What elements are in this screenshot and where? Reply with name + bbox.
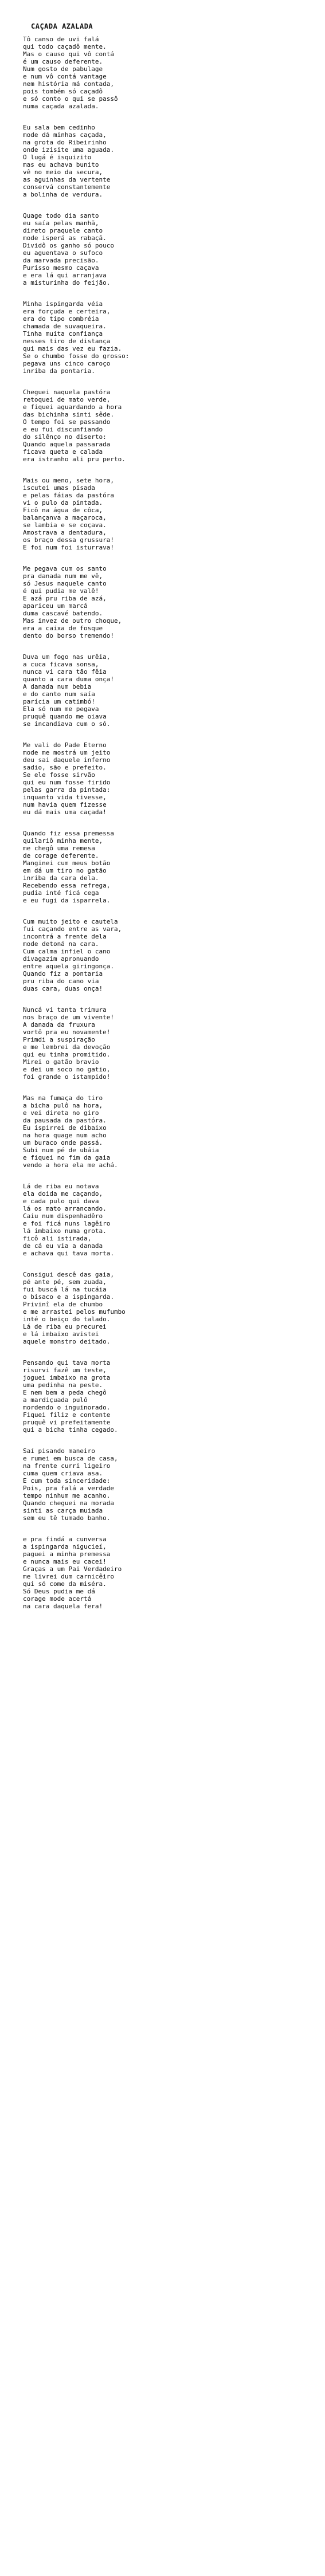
- verse-line: Ficô na água de côca,: [23, 506, 103, 514]
- verse-line: nem história má contada,: [23, 80, 114, 88]
- verse-line: Mas na fumaça do tiro: [23, 1094, 103, 1102]
- verse-line: se incandiava cum o só.: [23, 720, 111, 728]
- verse-line: Duva um fogo nas urêia,: [23, 653, 111, 661]
- verse-line: Quando aquela passarada: [23, 441, 111, 448]
- verse-line: ficô ali istirada,: [23, 1235, 92, 1242]
- verse-line: qui só come da miséra.: [23, 1580, 107, 1588]
- verse-line: Dividô os ganho só pouco: [23, 242, 114, 249]
- verse-line: inté o beiço do talado.: [23, 1316, 111, 1323]
- verse-line: duma cascavé batendo.: [23, 610, 103, 617]
- stanza: [23, 565, 310, 639]
- verse-line: qui a bicha tinha cegado.: [23, 1426, 118, 1434]
- verse-line: mordendo o inguinorado.: [23, 1404, 111, 1411]
- verse-line: E cum toda sinceridade:: [23, 1477, 111, 1485]
- verse-line: um buraco onde passá.: [23, 1139, 103, 1146]
- verse-line: Me pegava cum os santo: [23, 565, 107, 572]
- verse-line: Me vali do Pade Eterno: [23, 741, 107, 749]
- verse-line: Eu sala bem cedinho: [23, 124, 95, 131]
- verse-line: a ispingarda nigucieí,: [23, 1543, 107, 1550]
- stanza: [23, 1094, 310, 1169]
- verse-line: Quage todo dia santo: [23, 212, 99, 219]
- verse-line: E foi num foi isturrava!: [23, 544, 114, 551]
- verse-line: ela doida me caçando,: [23, 1190, 103, 1197]
- verse-line: parícia um catimbó!: [23, 698, 95, 705]
- verse-line: da pausada da pastóra.: [23, 1117, 107, 1124]
- verse-line: Fiquei filiz e contente: [23, 1411, 111, 1419]
- verse-line: Subi num pé de ubáia: [23, 1146, 99, 1154]
- verse-line: a cuca ficava sonsa,: [23, 661, 99, 668]
- verse-line: iscutei umas pisada: [23, 484, 95, 492]
- verse-line: as aguinhas da vertente: [23, 176, 111, 183]
- verse-line: Eu ispirrei de dibaixo: [23, 1124, 107, 1132]
- verse-line: Mas invez de outro choque,: [23, 617, 122, 625]
- verse-line: pé ante pé, sem zuada,: [23, 1278, 107, 1286]
- verse-line: sem eu tê tumado banho.: [23, 1514, 111, 1522]
- verse-line: se lambia e se coçava.: [23, 521, 107, 529]
- verse-line: é qui pudia me valê!: [23, 587, 99, 595]
- verse-line: Graças a um Pai Verdadeiro: [23, 1565, 122, 1573]
- verse-line: pelas garra da pintada:: [23, 786, 111, 794]
- verse-line: e eu fugi da isparrela.: [23, 897, 111, 904]
- verse-line: mode dá minhas caçada,: [23, 131, 107, 139]
- stanza: [23, 300, 310, 375]
- verse-line: na cara daquela fera!: [23, 1603, 103, 1610]
- verse-line: qui eu tinha promitido.: [23, 1051, 111, 1058]
- verse-line: Cheguei naquela pastóra: [23, 388, 111, 396]
- verse-line: da marvada precisão.: [23, 257, 99, 264]
- verse-line: Recebendo essa refrega,: [23, 882, 111, 889]
- verse-line: e cada pulo qui dava: [23, 1197, 99, 1205]
- verse-line: Lá de riba eu precurei: [23, 1323, 107, 1330]
- poem-title: CAÇADA AZALADA: [31, 22, 93, 30]
- verse-line: pegava uns cinco caroço: [23, 360, 111, 367]
- verse-line: fui buscá lá na tucáia: [23, 1286, 107, 1293]
- verse-line: aquele monstro deitado.: [23, 1338, 111, 1345]
- verse-line: joguei imbaixo na grota: [23, 1374, 111, 1381]
- verse-line: do silênço no diserto:: [23, 433, 107, 441]
- stanza: [23, 830, 310, 904]
- verse-line: e fiquei aguardando a hora: [23, 403, 122, 411]
- verse-line: Manginei cum meus botão: [23, 859, 111, 867]
- verse-line: era do tipo combréia: [23, 315, 99, 323]
- stanza: [23, 36, 310, 110]
- verse-line: risurvi fazê um teste,: [23, 1366, 107, 1374]
- verse-line: vortô pra eu novamente!: [23, 1028, 111, 1036]
- verse-line: fui caçando entre as vara,: [23, 925, 122, 933]
- verse-line: lá os mato arrancando.: [23, 1205, 107, 1212]
- verse-line: inriba da pontaria.: [23, 367, 95, 375]
- verse-line: sadio, são e prefeito.: [23, 764, 107, 771]
- verse-line: A danada da fruxura: [23, 1021, 95, 1028]
- verse-line: inquanto vida tivesse,: [23, 794, 107, 801]
- verse-line: Mirei o gatão bravio: [23, 1058, 99, 1066]
- verse-line: incontrá a frente dela: [23, 933, 107, 940]
- verse-line: chamada de suvaqueira.: [23, 323, 107, 330]
- verse-line: retoquei de mato verde,: [23, 396, 111, 403]
- verse-line: dento do borso tremendo!: [23, 632, 114, 639]
- verse-line: corage mode acertá: [23, 1595, 92, 1603]
- stanza: [23, 1536, 310, 1610]
- verse-line: e rumei em busca de casa,: [23, 1455, 118, 1462]
- verse-line: e num vô contá vantage: [23, 73, 107, 80]
- verse-line: e lá imbaixo avistei: [23, 1330, 99, 1338]
- verse-line: era forçuda e certeira,: [23, 308, 111, 315]
- verse-line: E azá pru riba de azá,: [23, 595, 107, 602]
- verse-line: nunca vi cara tão fêia: [23, 668, 107, 676]
- verse-line: balançanva a maçaroca,: [23, 514, 107, 521]
- stanza: [23, 653, 310, 728]
- verse-line: Cum muito jeito e cautela: [23, 918, 118, 925]
- verse-line: pruquê vi prefeitamente: [23, 1419, 111, 1426]
- verse-line: e só conto o qui se passô: [23, 95, 118, 103]
- verse-line: de corage deferente.: [23, 852, 99, 859]
- verse-line: divagazim apronuando: [23, 955, 99, 963]
- verse-line: me livrei dum carnicêiro: [23, 1573, 114, 1580]
- verse-line: eu dá mais uma caçada!: [23, 808, 107, 816]
- verse-line: quilariô minha mente,: [23, 837, 103, 845]
- verse-line: num havia quem fizesse: [23, 801, 107, 808]
- verse-line: pudia inté ficá cega: [23, 889, 99, 897]
- verse-line: paguei a minha premessa: [23, 1550, 111, 1558]
- verse-line: e pelas fáias da pastóra: [23, 492, 114, 499]
- stanza: [23, 1006, 310, 1081]
- verse-line: nesses tiro de distança: [23, 337, 111, 345]
- stanza: [23, 1183, 310, 1257]
- verse-line: Saí pisando maneiro: [23, 1447, 95, 1455]
- verse-line: qui eu num fosse firido: [23, 779, 111, 786]
- verse-line: ficava queta e calada: [23, 448, 103, 455]
- verse-line: a bolinha de verdura.: [23, 191, 103, 198]
- verse-line: tempo ninhum me acanho.: [23, 1492, 111, 1499]
- verse-line: vê no meio da secura,: [23, 168, 103, 176]
- verse-line: a mardiçuada pulô: [23, 1396, 88, 1404]
- stanza: [23, 477, 310, 551]
- verse-line: Quando fiz essa premessa: [23, 830, 114, 837]
- verse-line: duas cara, duas onça!: [23, 985, 103, 992]
- verse-line: lá imbaixo numa grota.: [23, 1227, 107, 1235]
- verse-line: só Jesus naquele canto: [23, 580, 107, 587]
- verse-line: e do canto num saía: [23, 690, 95, 698]
- verse-line: e eu fui discunfiando: [23, 426, 103, 433]
- verse-line: onde izisite uma aguada.: [23, 146, 114, 154]
- verse-line: Amostrava a dentadura,: [23, 529, 107, 536]
- verse-line: Mais ou meno, sete hora,: [23, 477, 114, 484]
- stanza: [23, 124, 310, 198]
- stanza: [23, 741, 310, 816]
- verse-line: Pensando qui tava morta: [23, 1359, 111, 1366]
- verse-line: Caiu num dispenhadêro: [23, 1212, 103, 1220]
- verse-line: direto praquele canto: [23, 227, 103, 234]
- verse-line: sinti as carça muiada: [23, 1507, 103, 1514]
- verse-line: Quando cheguei na morada: [23, 1499, 114, 1507]
- verse-line: Ela só num me pegava: [23, 705, 99, 713]
- verse-line: apariceu um marcá: [23, 602, 88, 610]
- verse-line: mode me mostrá um jeito: [23, 749, 111, 756]
- verse-line: pru riba do cano via: [23, 977, 99, 985]
- verse-line: e vei direta no giro: [23, 1109, 99, 1117]
- verse-line: Lá de riba eu notava: [23, 1183, 99, 1190]
- verse-line: mode isperá as rabaçã.: [23, 234, 107, 242]
- verse-line: E nem bem a peda chegô: [23, 1389, 107, 1396]
- verse-line: Tinha muita confiança: [23, 330, 103, 337]
- stanza: [23, 1359, 310, 1434]
- stanza: [23, 212, 310, 286]
- verse-line: na frente curri ligeiro: [23, 1462, 111, 1470]
- verse-line: e achava qui tava morta.: [23, 1250, 114, 1257]
- verse-line: é um causo deferente.: [23, 58, 103, 65]
- verse-line: e foi ficá nuns lagêiro: [23, 1220, 111, 1227]
- verse-line: de cá eu via a danada: [23, 1242, 103, 1250]
- stanza: [23, 388, 310, 463]
- verse-line: me chegô uma remesa: [23, 845, 95, 852]
- verse-line: e pra findá a cunversa: [23, 1536, 107, 1543]
- verse-line: foi grande o istampido!: [23, 1073, 111, 1081]
- verse-line: eu aguentava o sufoco: [23, 249, 103, 257]
- verse-line: Consigui descê das gaia,: [23, 1271, 114, 1278]
- verse-line: Minha ispingarda véia: [23, 300, 103, 308]
- verse-line: Se ele fosse sirvão: [23, 771, 95, 779]
- verse-line: e era lá qui arranjava: [23, 272, 107, 279]
- verse-line: e me lembrei da devoção: [23, 1043, 111, 1051]
- verse-line: e fiquei no fim da gaia: [23, 1154, 111, 1161]
- verse-line: qui todo caçadô mente.: [23, 43, 107, 50]
- verse-line: Nuncá vi tanta trimura: [23, 1006, 107, 1014]
- stanza: [23, 1271, 310, 1345]
- verse-line: nos braço de um vivente!: [23, 1014, 114, 1021]
- verse-line: na hora quage num acho: [23, 1132, 107, 1139]
- verse-line: numa caçada azalada.: [23, 103, 99, 110]
- poem-body: [23, 36, 310, 1624]
- verse-line: Privinî ela de chumbo: [23, 1301, 103, 1308]
- verse-line: Mas o causo qui vô contá: [23, 50, 114, 58]
- verse-line: e me arrastei pelos mufumbo: [23, 1308, 126, 1316]
- stanza: [23, 1447, 310, 1522]
- verse-line: qui mais das vez eu fazia.: [23, 345, 122, 352]
- verse-line: era a caixa de fosque: [23, 625, 103, 632]
- stanza: [23, 918, 310, 992]
- verse-line: a bicha pulô na hora,: [23, 1102, 103, 1109]
- verse-line: o bisaco e a ispingarda.: [23, 1293, 114, 1301]
- verse-line: Pois, pra falá a verdade: [23, 1485, 114, 1492]
- verse-line: O tempo foi se passando: [23, 418, 111, 426]
- verse-line: pra danada num me vê,: [23, 572, 103, 580]
- verse-line: Primdi a suspiração: [23, 1036, 95, 1043]
- verse-line: cuma quem criava asa.: [23, 1470, 103, 1477]
- verse-line: A danada num bebia: [23, 683, 92, 690]
- verse-line: na grota do Ribeirinho: [23, 139, 107, 146]
- verse-line: das bichinha sinti sêde.: [23, 411, 114, 418]
- verse-line: e nunca mais eu cacei!: [23, 1558, 107, 1565]
- verse-line: inriba da cara dela.: [23, 874, 99, 882]
- verse-line: uma pedinha na peste.: [23, 1381, 103, 1389]
- verse-line: quanto a cara duma onça!: [23, 676, 114, 683]
- verse-line: mas eu achava bunito: [23, 161, 99, 168]
- verse-line: O lugá é isquizito: [23, 154, 92, 161]
- verse-line: Só Deus pudia me dá: [23, 1588, 95, 1595]
- verse-line: Quando fiz a pontaria: [23, 970, 103, 977]
- verse-line: a misturinha do feijão.: [23, 279, 111, 286]
- verse-line: Cum calma infiel o cano: [23, 948, 111, 955]
- verse-line: eu saía pelas manhã,: [23, 219, 99, 227]
- verse-line: mode detoná na cara.: [23, 940, 99, 948]
- verse-line: em dá um tiro no gatão: [23, 867, 107, 874]
- verse-line: vendo a hora ela me achá.: [23, 1161, 118, 1169]
- verse-line: e dei um soco no gatio,: [23, 1066, 111, 1073]
- verse-line: pois tombém só caçadô: [23, 88, 103, 95]
- verse-line: vi o pulo da pintada.: [23, 499, 103, 506]
- verse-line: conservá constantemente: [23, 183, 111, 191]
- verse-line: era istranho ali pru perto.: [23, 455, 126, 463]
- verse-line: entre aquela giringonça.: [23, 963, 114, 970]
- verse-line: Purisso mesmo caçava: [23, 264, 99, 272]
- verse-line: Tô canso de uvi falá: [23, 36, 99, 43]
- verse-line: Num gosto de pabulage: [23, 65, 103, 73]
- verse-line: os braço dessa grussura!: [23, 536, 114, 544]
- verse-line: pruquê quando me oiava: [23, 713, 107, 720]
- verse-line: Se o chumbo fosse do grosso:: [23, 352, 130, 360]
- verse-line: deu sai daquele inferno: [23, 756, 111, 764]
